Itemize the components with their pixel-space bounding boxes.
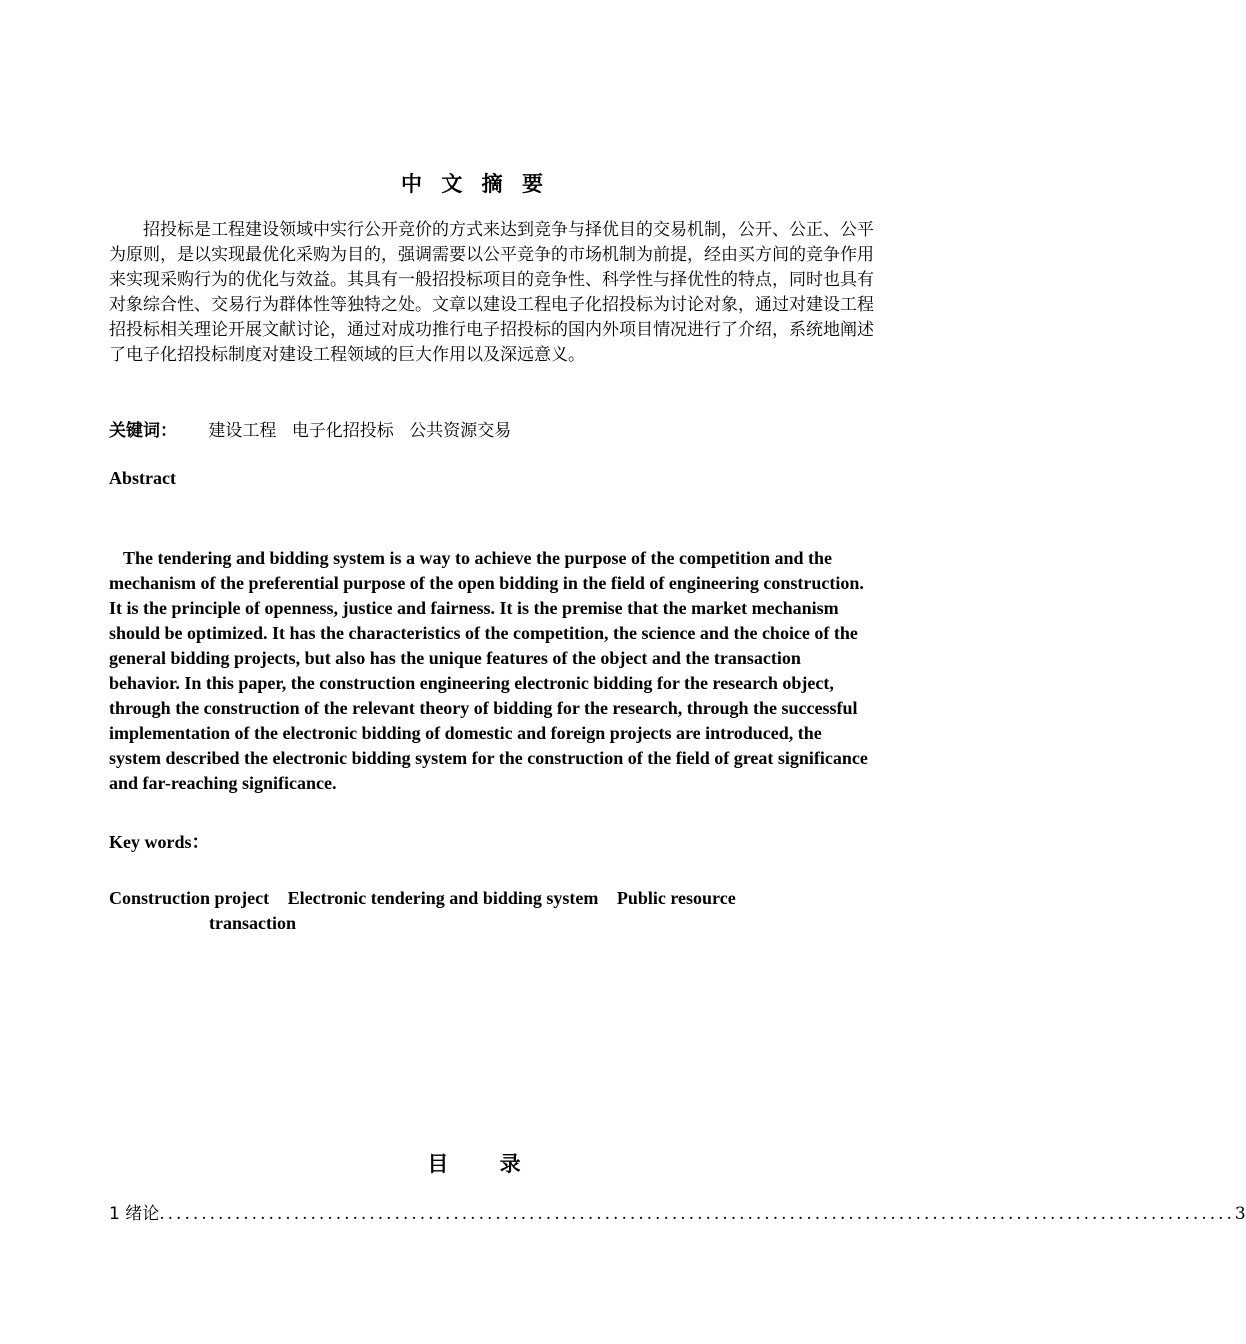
en-keywords-label: Key words： <box>109 832 210 852</box>
toc-entry[interactable] <box>109 1199 1246 1225</box>
cn-keyword: 建设工程 <box>208 421 277 441</box>
en-keyword-continuation: transaction <box>209 913 296 933</box>
en-keywords <box>109 886 809 936</box>
en-keyword: Electronic tendering and bidding system <box>287 888 599 908</box>
toc-title: 目 录 <box>427 1152 543 1176</box>
cn-abstract-body: 招投标是工程建设领域中实行公开竞价的方式来达到竞争与择优目的交易机制，公开、公正、公平为原则，是以实现最优化采购为目的，强调需要以公平竞争的市场机制为前提，经由买方间的竞争作用来实现采购行为的优化与效益。其具有一般招投标项目的竞争性、科学性与择优性的特点，同时也具有对象综合性、交易行为群体性等独特之处。文章以建设工程电子化招投标为讨论对象，通过对建设工程招投标相关理论开展文献讨论，通过对成功推行电子招投标的国内外项目情况进行了介绍，系统地阐述了电子化招投标制度对建设工程领域的巨大作用以及深远意义。 <box>109 220 874 365</box>
cn-abstract-title: 中 文 摘 要 <box>401 172 549 196</box>
cn-keyword: 公共资源交易 <box>409 421 512 441</box>
en-abstract-heading: Abstract <box>109 468 176 488</box>
cn-keyword: 电子化招投标 <box>291 421 394 441</box>
toc-leader-dots: ................................................................................................................................ <box>159 1204 1235 1224</box>
en-keyword: Public resource <box>616 888 736 908</box>
toc-entry-page: 3 <box>1234 1204 1246 1224</box>
cn-keywords <box>109 419 869 443</box>
en-abstract-body: The tendering and bidding system is a way to achieve the purpose of the competition and the mechanism of the preferential purpose of the open bidding in the field of engineering construction. It is the principle of openness, justice and fairness. It is the premise that the market mechanism should be optimized. It has the characteristics of the competition, the science and the choice of the general bidding projects, but also has the unique features of the object and the transaction behavior. In this paper, the construction engineering electronic bidding for the research object, through the construction of the relevant theory of bidding for the research, through the successful implementation of the electronic bidding of domestic and foreign projects are introduced, the system described the electronic bidding system for the construction of the field of great significance and far-reaching significance. <box>109 548 868 793</box>
cn-keywords-label: 关键词： <box>109 421 177 441</box>
toc-entry-label: 1 绪论 <box>109 1204 160 1224</box>
en-keyword: Construction project <box>109 888 270 908</box>
